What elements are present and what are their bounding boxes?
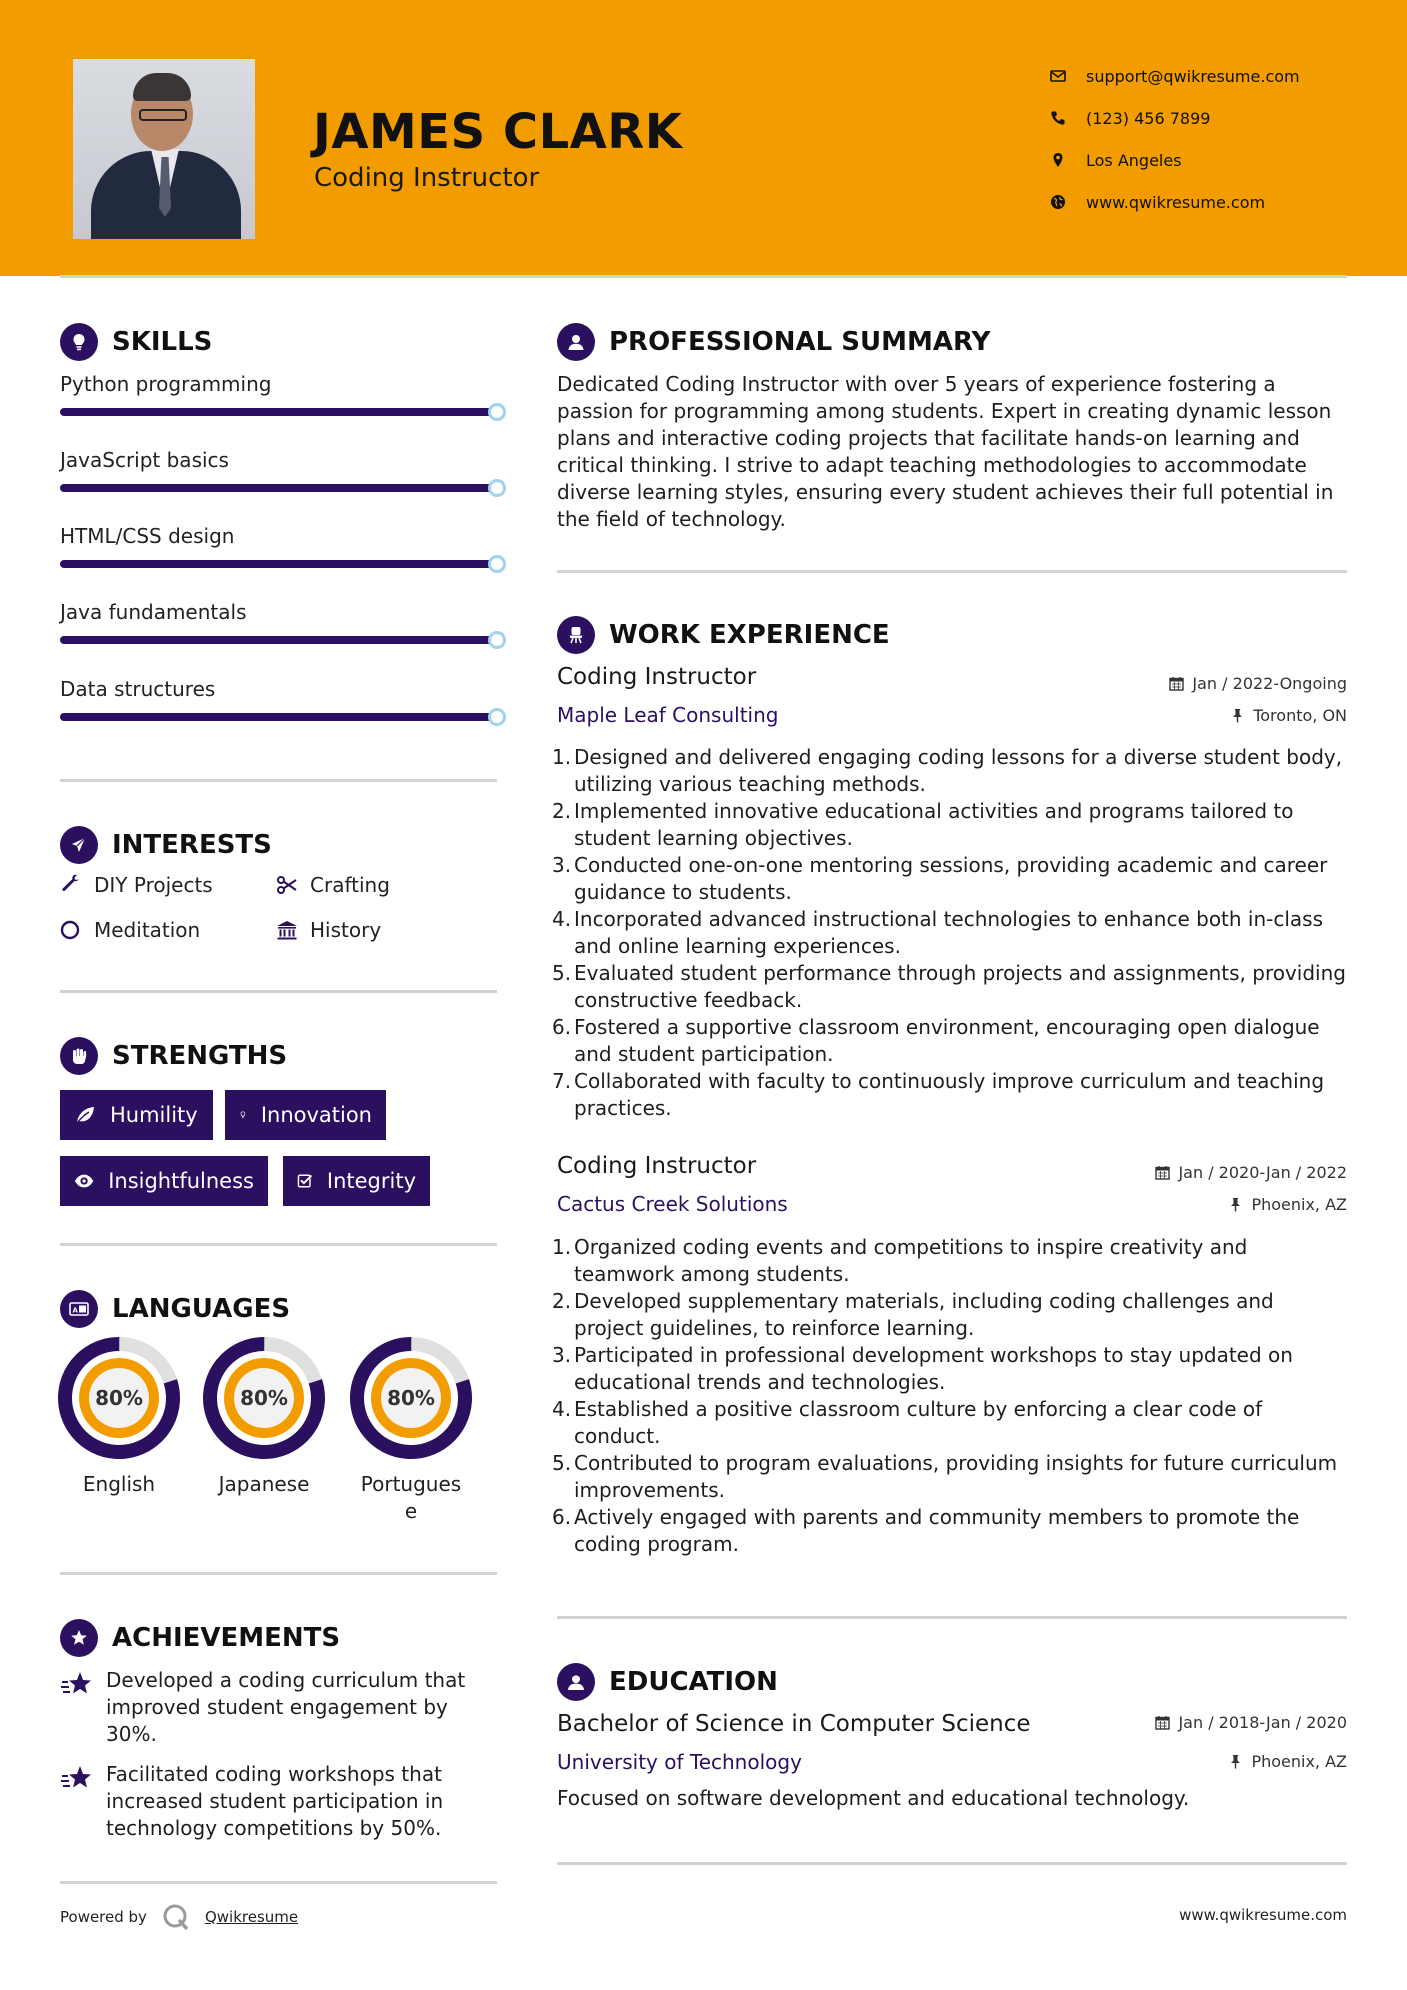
footer-website-link[interactable]: www.qwikresume.com (1179, 1906, 1347, 1924)
list-item: 1. Designed and delivered engaging coding lessons for a diverse student body, utilizing various teaching methods. (552, 745, 1343, 796)
pushpin-icon (1228, 1197, 1243, 1212)
strength-badge: Humility (60, 1090, 213, 1140)
header-divider (60, 275, 1347, 278)
candidate-title: Coding Instructor (314, 163, 540, 193)
languages-heading: A LANGUAGES (60, 1290, 290, 1328)
skill-label: Data structures (60, 677, 216, 701)
skill-label: Python programming (60, 372, 272, 396)
skill-label: Java fundamentals (60, 600, 247, 624)
circle-icon (60, 919, 82, 941)
list-item: 1. Organized coding events and competitions to inspire creativity and teamwork among students. (552, 1235, 1248, 1286)
skill-bar (60, 636, 497, 644)
job-bullets (552, 744, 1347, 1122)
list-item: 3. Conducted one-on-one mentoring sessions, providing academic and career guidance to students. (552, 853, 1328, 904)
language-percent: 80% (95, 1386, 143, 1410)
globe-icon (1050, 194, 1086, 210)
job-title: Coding Instructor (557, 1153, 757, 1179)
scissors-icon (276, 874, 298, 896)
calendar-icon (1155, 1165, 1170, 1180)
map-marker-icon (1050, 152, 1086, 168)
skill-knob (488, 631, 506, 649)
user-icon (557, 323, 595, 361)
fist-icon (60, 1037, 98, 1075)
language-name: Japanese (218, 1472, 310, 1496)
education-description: Focused on software development and educational technology. (557, 1786, 1190, 1810)
contact-website-text: www.qwikresume.com (1086, 192, 1266, 212)
language-percent: 80% (240, 1386, 288, 1410)
language-name: Portuguese (360, 1472, 462, 1523)
interest-item: Crafting (276, 873, 390, 897)
skill-knob (488, 555, 506, 573)
skill-label: HTML/CSS design (60, 524, 235, 548)
graduate-icon (557, 1663, 595, 1701)
skill-item (60, 448, 500, 472)
interest-item: History (276, 918, 381, 942)
qwikresume-logo-icon (161, 1902, 191, 1932)
list-item: 5. Evaluated student performance through projects and assignments, providing constructive feedback. (552, 961, 1346, 1012)
list-item: 6. Actively engaged with parents and community members to promote the coding program. (552, 1505, 1300, 1556)
language-item (350, 1337, 472, 1525)
language-item (203, 1337, 325, 1498)
achievement-item: Developed a coding curriculum that improved student engagement by 30%. (60, 1667, 500, 1748)
list-item: 7. Collaborated with faculty to continuously improve curriculum and teaching practices. (552, 1069, 1325, 1120)
list-item: 3. Participated in professional development workshops to stay updated on educational trends and technologies. (552, 1343, 1293, 1394)
skill-item (60, 524, 500, 548)
section-divider (60, 1572, 497, 1575)
language-name: English (82, 1472, 156, 1496)
star-icon (60, 1669, 94, 1699)
language-item (58, 1337, 180, 1498)
language-icon (60, 1290, 98, 1328)
section-divider (60, 1243, 497, 1246)
education-location: Phoenix, AZ (1228, 1752, 1347, 1771)
candidate-name: JAMES CLARK (313, 104, 683, 160)
job-dates: Jan / 2020-Jan / 2022 (1155, 1163, 1347, 1182)
contact-phone-text: (123) 456 7899 (1086, 108, 1211, 128)
job-title: Coding Instructor (557, 664, 757, 690)
language-donut (58, 1337, 180, 1459)
profile-photo (73, 59, 255, 239)
leaf-icon (74, 1104, 96, 1126)
section-divider (60, 779, 497, 782)
job-dates: Jan / 2022-Ongoing (1169, 674, 1347, 693)
strength-badge: Integrity (283, 1156, 430, 1206)
strength-badge: Innovation (225, 1090, 386, 1140)
company-name: Maple Leaf Consulting (557, 703, 779, 727)
envelope-icon (1050, 68, 1086, 84)
skill-knob (488, 708, 506, 726)
check-square-icon (297, 1170, 313, 1192)
job-location: Phoenix, AZ (1228, 1195, 1347, 1214)
summary-text: Dedicated Coding Instructor with over 5 years of experience fostering a passion for programming among students. Expert in creating dynamic lesson plans and interactive coding projects that facilitate hands-on learning and critical thinking. I strive to adapt teaching methodologies to accommodate diverse learning styles, ensuring every student achieves their full potential in the field of technology. (557, 372, 1334, 531)
wrench-icon (60, 874, 82, 896)
footer-powered-by: Powered by Qwikresume (60, 1902, 298, 1932)
contact-email[interactable] (1050, 55, 1300, 97)
skill-item (60, 372, 500, 396)
summary-heading: PROFESSIONAL SUMMARY (557, 323, 990, 361)
language-percent: 80% (387, 1386, 435, 1410)
strength-badge: Insightfulness (60, 1156, 268, 1206)
interest-item: Meditation (60, 918, 200, 942)
interest-item: DIY Projects (60, 873, 213, 897)
strengths-heading: STRENGTHS (60, 1037, 287, 1075)
job-location: Toronto, ON (1230, 706, 1347, 725)
pushpin-icon (1230, 708, 1245, 723)
language-donut (350, 1337, 472, 1459)
list-item: 2. Developed supplementary materials, including coding challenges and project guidelines, to reinforce learning. (552, 1289, 1274, 1340)
contact-location (1050, 139, 1300, 181)
section-divider (60, 990, 497, 993)
education-heading: EDUCATION (557, 1663, 778, 1701)
resume-header (0, 0, 1407, 276)
skill-knob (488, 479, 506, 497)
lightbulb-icon (239, 1104, 247, 1126)
skill-label: JavaScript basics (60, 448, 229, 472)
chair-icon (557, 616, 595, 654)
skills-heading: SKILLS (60, 323, 212, 361)
company-name: Cactus Creek Solutions (557, 1192, 788, 1216)
contact-email-text: support@qwikresume.com (1086, 66, 1300, 86)
list-item: 4. Established a positive classroom culture by enforcing a clear code of conduct. (552, 1397, 1263, 1448)
paper-plane-icon (60, 826, 98, 864)
contact-phone[interactable] (1050, 97, 1300, 139)
education-dates: Jan / 2018-Jan / 2020 (1155, 1713, 1347, 1732)
section-divider (557, 570, 1347, 573)
skill-bar (60, 560, 497, 568)
skill-knob (488, 403, 506, 421)
contact-location-text: Los Angeles (1086, 150, 1182, 170)
skill-item (60, 677, 500, 701)
skill-item (60, 600, 500, 624)
lightbulb-icon (60, 323, 98, 361)
degree-title: Bachelor of Science in Computer Science (557, 1711, 1031, 1737)
calendar-icon (1169, 676, 1184, 691)
eye-icon (74, 1170, 94, 1192)
contact-website[interactable] (1050, 181, 1300, 223)
skill-bar (60, 408, 497, 416)
bank-icon (276, 919, 298, 941)
language-donut (203, 1337, 325, 1459)
skill-bar (60, 484, 497, 492)
list-item: 6. Fostered a supportive classroom environment, encouraging open dialogue and student participation. (552, 1015, 1320, 1066)
section-divider (60, 1881, 497, 1884)
star-icon (60, 1763, 94, 1793)
list-item: 4. Incorporated advanced instructional technologies to enhance both in-class and online learning experiences. (552, 907, 1324, 958)
achievement-item: Facilitated coding workshops that increased student participation in technology competitions by 50%. (60, 1761, 500, 1842)
phone-icon (1050, 110, 1086, 126)
list-item: 2. Implemented innovative educational activities and programs tailored to student learning objectives. (552, 799, 1294, 850)
calendar-icon (1155, 1715, 1170, 1730)
experience-heading: WORK EXPERIENCE (557, 616, 890, 654)
contact-list (1050, 55, 1300, 223)
achievements-heading: ACHIEVEMENTS (60, 1619, 340, 1657)
star-badge-icon (60, 1619, 98, 1657)
section-divider (557, 1862, 1347, 1865)
qwikresume-link[interactable]: Qwikresume (204, 1908, 299, 1926)
skill-bar (60, 713, 497, 721)
job-bullets (552, 1234, 1347, 1558)
interests-heading: INTERESTS (60, 826, 272, 864)
school-name: University of Technology (557, 1750, 802, 1774)
list-item: 5. Contributed to program evaluations, providing insights for future curriculum improvements. (552, 1451, 1338, 1502)
section-divider (557, 1616, 1347, 1619)
pushpin-icon (1228, 1754, 1243, 1769)
svg-text:A: A (72, 1306, 78, 1315)
